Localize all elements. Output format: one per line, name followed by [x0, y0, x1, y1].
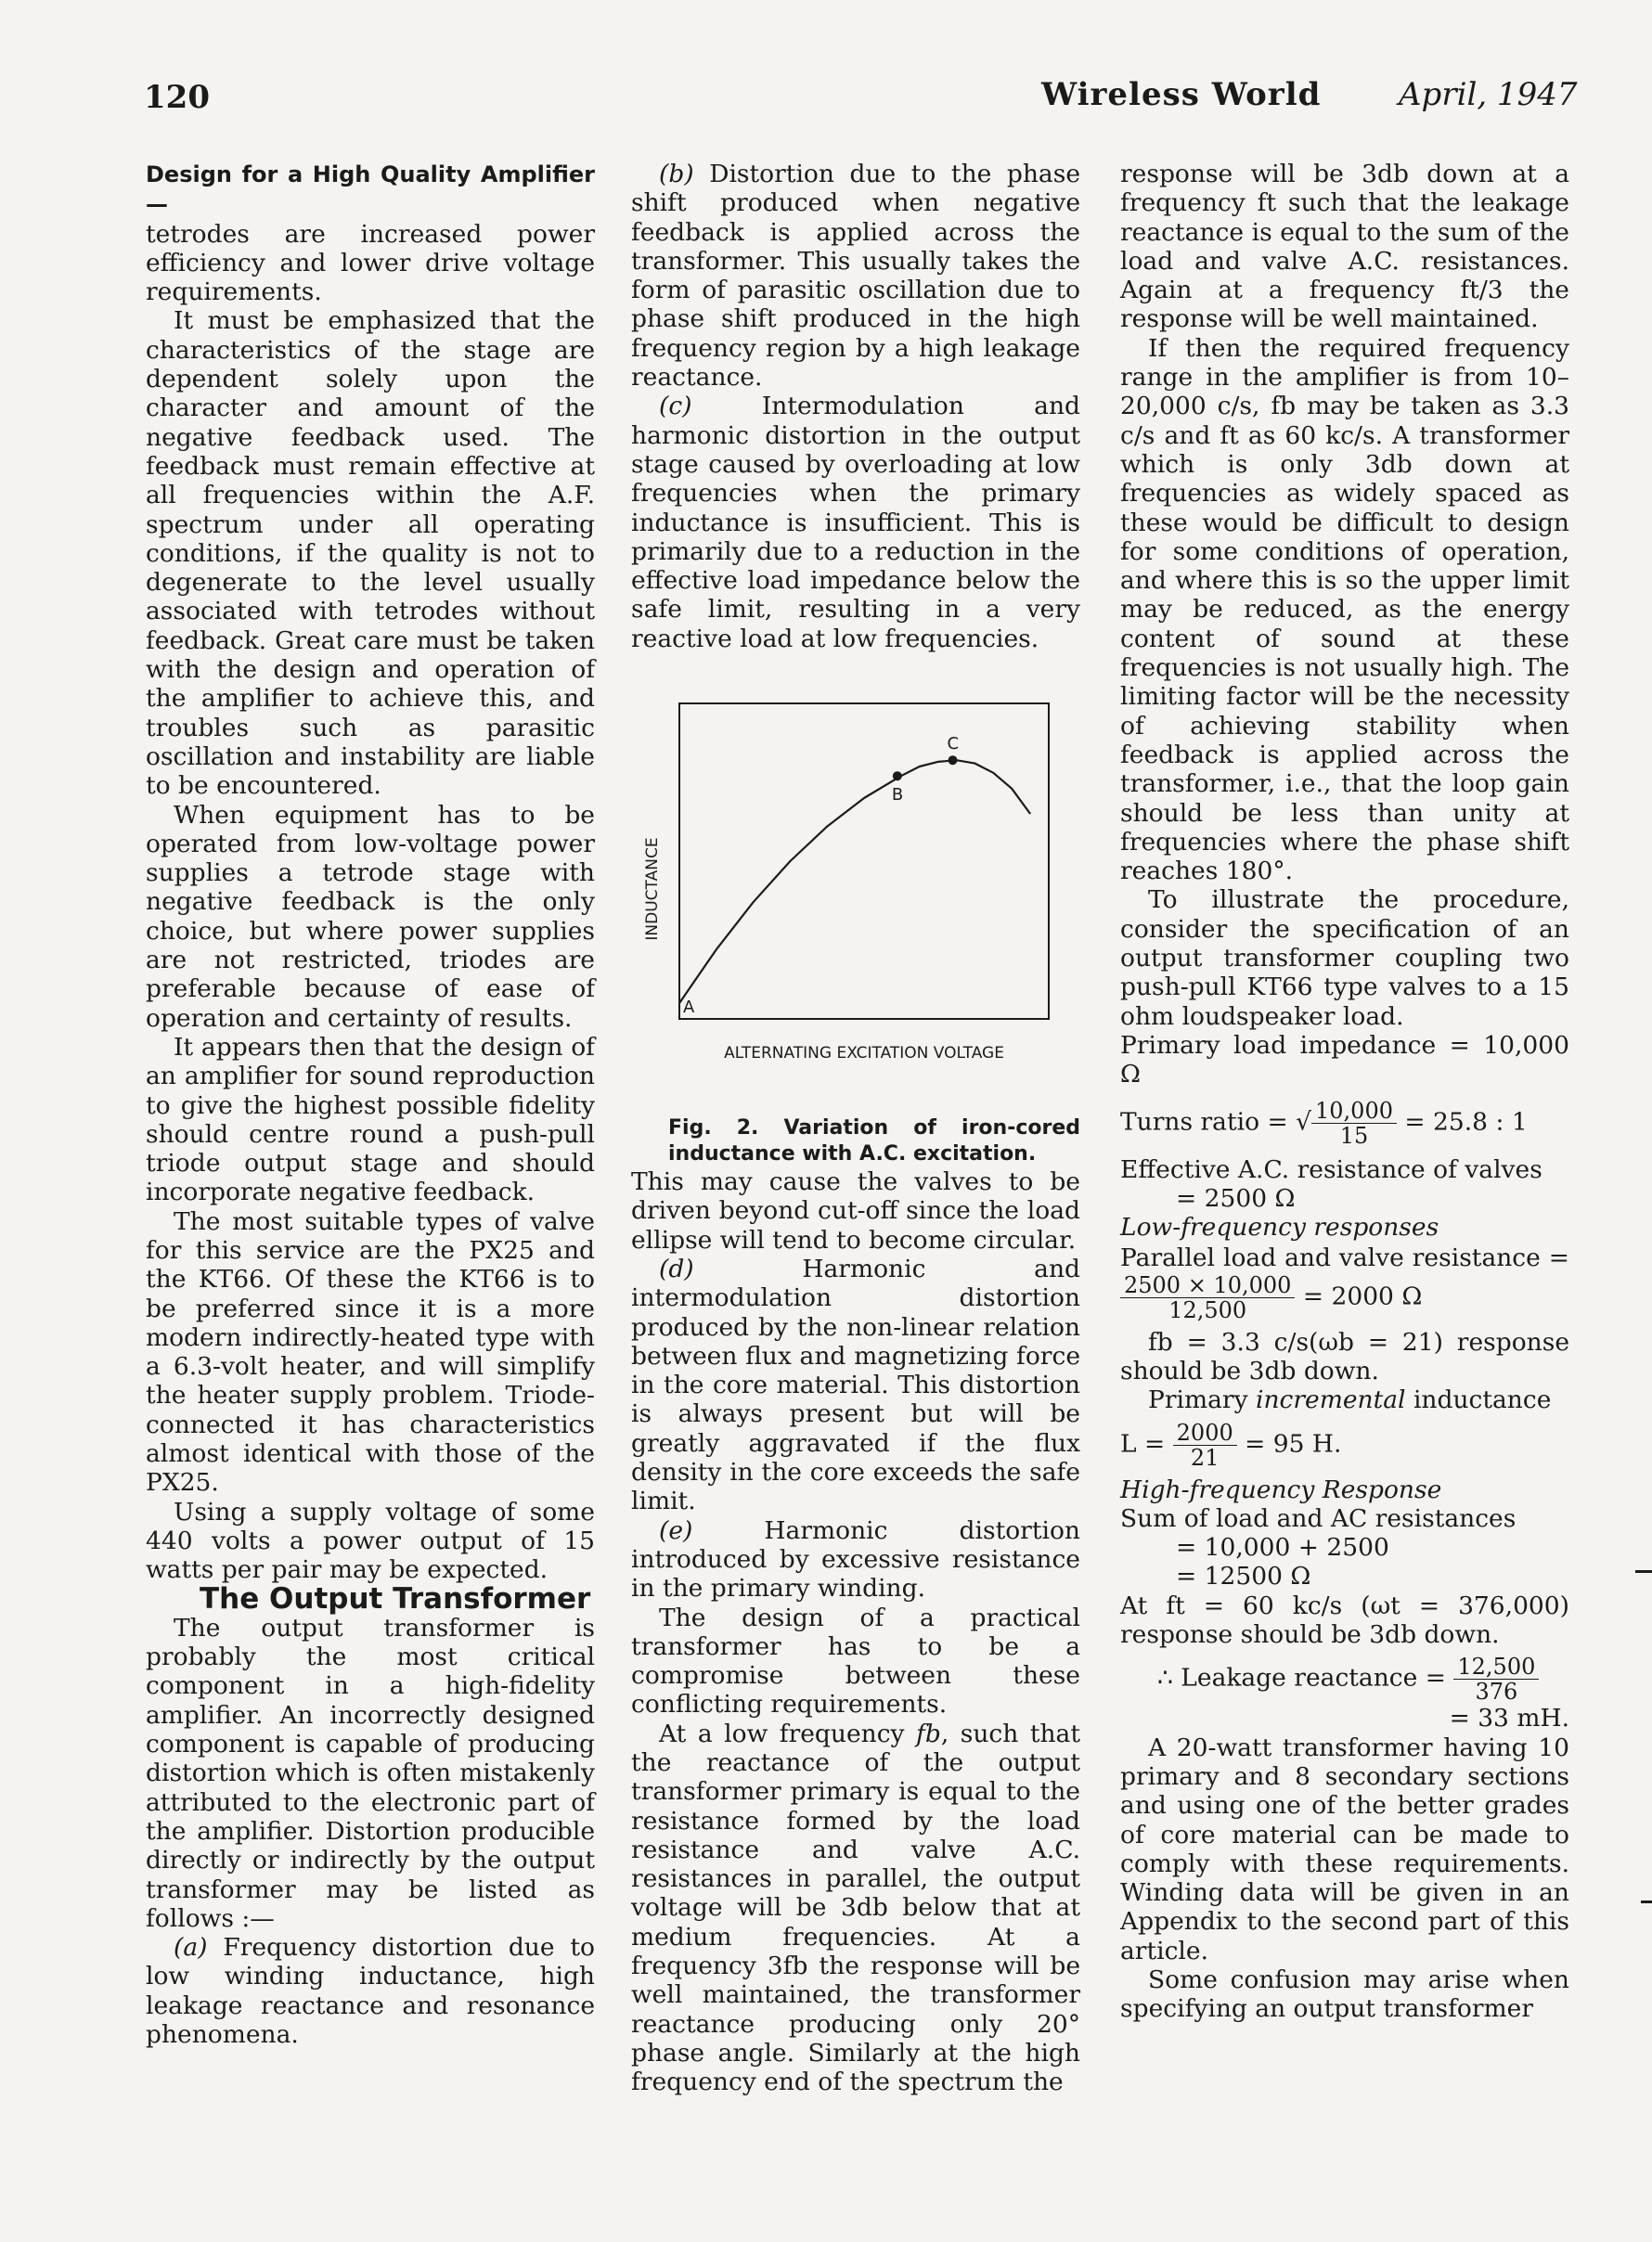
column-3	[1120, 160, 1569, 2024]
y-axis-label: INDUCTANCE	[643, 837, 662, 941]
eq-label: Parallel load and valve resistance =	[1120, 1243, 1569, 1273]
numerator: 10,000	[1311, 1099, 1397, 1124]
paragraph: response will be 3db down at a frequency ft such that the leakage reactance is equal to the sum of the load and valve A.C. resistances. Again at a frequency ft/3 the response will be well maintained.	[1120, 160, 1569, 334]
column-2	[631, 160, 1080, 2097]
paragraph	[631, 1516, 1080, 1604]
denominator: 15	[1339, 1122, 1369, 1149]
item-label: (a)	[174, 1933, 208, 1963]
fraction	[1120, 1273, 1295, 1322]
page-number: 120	[144, 79, 210, 116]
fb-line: fb = 3.3 c/s(ωb = 21) response should be 3db down.	[1120, 1327, 1569, 1385]
paragraph-text: Primary	[1148, 1385, 1256, 1415]
eq-result: = 95 H.	[1236, 1429, 1342, 1459]
paragraph	[631, 392, 1080, 653]
symbol-fb: fb	[916, 1719, 941, 1748]
x-axis-label: ALTERNATING EXCITATION VOLTAGE	[724, 1044, 1004, 1063]
numerator: 12,500	[1453, 1655, 1539, 1680]
paragraph	[631, 1720, 1080, 2097]
denominator: 21	[1190, 1444, 1220, 1471]
paragraph: The design of a practical transformer has to be a compromise between these conflicting requirements.	[631, 1603, 1080, 1720]
paragraph: If then the required frequency range in the amplifier is from 10–20,000 c/s, fb may be taken as 3.3 c/s and ft as 60 kc/s. A transformer which is only 3db down at frequencies as widely spaced as these would be difficult to design for some conditions of operation, and where this is so the upper limit may be reduced, as the energy content of sound at these frequencies is not usually high. The limiting factor will be the necessity of achieving stability when feedback is applied across the transformer, i.e., that the loop gain should be less than unity at frequencies where the phase shift reaches 180°.	[1120, 333, 1569, 886]
item-label: (d)	[659, 1254, 694, 1283]
point-label-a: A	[683, 998, 695, 1018]
section-heading: The Output Transformer	[200, 1581, 591, 1616]
paragraph-text: Distortion due to the phase shift produced when negative feedback is applied across the transformer. This usually takes the form of parasitic oscillation due to phase shift produced in the high frequency region by a high leakage reactance.	[631, 160, 1080, 393]
fraction	[1453, 1655, 1539, 1704]
paragraph-text: tetrodes are increased power efficiency and lower drive voltage requirements.	[146, 219, 595, 307]
figure-caption: Fig. 2. Variation of iron-cored inductance with A.C. excitation.	[668, 1116, 1080, 1166]
paragraph-text: Frequency distortion due to low winding inductance, high leakage reactance and resonance phenomena.	[146, 1933, 595, 2049]
paragraph: It must be emphasized that the characteristics of the stage are dependent solely upon the character and amount of the negative feedback used. The feedback must remain effective at all frequencies within the A.F. spectrum under all operating conditions, if the quality is not to degenerate to the level usually associated with tetrodes without feedback. Great care must be taken with the design and operation of the amplifier to achieve this, and troubles such as parasitic oscillation and instability are liable to be encountered.	[146, 306, 595, 801]
paragraph-text: , such that the reactance of the output transformer primary is equal to the resistance formed by the load resistance and valve A.C. resistances in parallel, the output voltage will be 3db below that at medium frequencies. At a frequency 3fb the response will be well maintained, the transformer reactance producing only 20° phase angle. Similarly at the high frequency end of the spectrum the	[631, 1719, 1080, 2097]
point-b	[893, 771, 902, 780]
subheading: Low-frequency responses	[1120, 1213, 1439, 1243]
paragraph: To illustrate the procedure, consider the specification of an output transformer coupling two push-pull KT66 type valves to a 15 ohm loudspeaker load.	[1120, 885, 1569, 1031]
inductance-curve	[679, 760, 1030, 1003]
paragraph-text: inductance	[1405, 1385, 1552, 1415]
paragraph-text: At a low frequency	[659, 1719, 917, 1748]
fraction	[1311, 1099, 1397, 1148]
eq-label: ∴ Leakage reactance =	[1157, 1663, 1454, 1693]
paragraph: It appears then that the design of an amplifier for sound reproduction to give the highest possible fidelity should centre round a push-pull triode output stage and should incorporate negative feedback.	[146, 1032, 595, 1207]
point-label-b: B	[891, 785, 904, 805]
paragraph	[146, 1933, 595, 2049]
paragraph: Some confusion may arise when specifying an output transformer	[1120, 1965, 1569, 2024]
eq-label: L =	[1120, 1429, 1173, 1459]
eq-result: = 2000 Ω	[1295, 1282, 1423, 1311]
margin-mark	[1635, 1570, 1652, 1573]
item-label: (c)	[659, 392, 692, 421]
sum-value-1: = 10,000 + 2500	[1176, 1533, 1389, 1563]
leakage-equation	[1120, 1655, 1569, 1704]
item-label: (e)	[659, 1515, 693, 1545]
point-c	[949, 755, 958, 765]
denominator: 12,500	[1168, 1296, 1247, 1323]
effective-ac-line: Effective A.C. resistance of valves	[1120, 1154, 1542, 1184]
issue-date: April, 1947	[1399, 76, 1578, 113]
continued-article-title: Design for a High Quality Amplifier—	[146, 161, 595, 218]
paragraph: The most suitable types of valve for this service are the PX25 and the KT66. Of these the KT66 is to be preferred since it is a more modern indirectly-heated type with a 6.3-volt heater, and will simplify the heater supply problem. Triode-connected it has characteristics almost identical with those of the PX25.	[146, 1206, 595, 1498]
paragraph: This may cause the valves to be driven beyond cut-off since the load ellipse will tend to become circular.	[631, 1167, 1080, 1255]
inductance-equation	[1120, 1421, 1569, 1470]
numerator: 2000	[1173, 1421, 1237, 1446]
parallel-resistance-equation	[1120, 1243, 1569, 1321]
point-label-c: C	[947, 734, 960, 754]
paragraph: The output transformer is probably the most critical component in a high-fidelity amplifier. An incorrectly designed component is capable of producing distortion which is often mistakenly attributed to the electronic part of the amplifier. Distortion producible directly or indirectly by the output transformer may be listed as follows :—	[146, 1613, 595, 1933]
column-1	[146, 160, 595, 2049]
leakage-result: = 33 mH.	[1449, 1704, 1569, 1733]
sum-line: Sum of load and AC resistances	[1120, 1503, 1516, 1533]
paragraph	[631, 1255, 1080, 1516]
paragraph-text: Intermodulation and harmonic distortion in the output stage caused by overloading at low frequencies when the primary inductance is insufficient. This is primarily due to a reduction in the effective load impedance below the safe limit, resulting in a very reactive load at low frequencies.	[631, 392, 1080, 653]
denominator: 376	[1475, 1679, 1518, 1706]
magazine-title: Wireless World	[1041, 76, 1322, 113]
at-ft-line: At ft = 60 kc/s (ωt = 376,000) response should be 3db down.	[1120, 1591, 1569, 1650]
paragraph: When equipment has to be operated from low-voltage power supplies a tetrode stage with negative feedback is the only choice, but where power supplies are not restricted, triodes are preferable because of ease of operation and certainty of results.	[146, 800, 595, 1033]
plot-frame	[679, 703, 1049, 1019]
paragraph	[631, 160, 1080, 392]
eq-result: = 25.8 : 1	[1396, 1107, 1528, 1136]
effective-ac-value: = 2500 Ω	[1176, 1183, 1296, 1213]
paragraph: Using a supply voltage of some 440 volts a power output of 15 watts per pair may be expected.	[146, 1497, 595, 1585]
eq-label: Turns ratio =	[1120, 1107, 1297, 1136]
paragraph: A 20-watt transformer having 10 primary and 8 secondary sections and using one of the better grades of core material can be made to comply with these requirements. Winding data will be given in an Appendix to the second part of this article.	[1120, 1733, 1569, 1965]
emphasis: incremental	[1255, 1385, 1406, 1415]
subheading: High-frequency Response	[1120, 1475, 1442, 1504]
chart-svg	[631, 694, 1080, 1084]
item-label: (b)	[659, 160, 694, 188]
primary-load-equation: Primary load impedance = 10,000 Ω	[1120, 1030, 1569, 1089]
numerator: 2500 × 10,000	[1120, 1273, 1295, 1298]
paragraph	[1120, 1385, 1569, 1414]
margin-mark	[1641, 1901, 1652, 1903]
paragraph	[146, 160, 595, 306]
paragraph-text: Harmonic distortion introduced by excessive resistance in the primary winding.	[631, 1515, 1080, 1604]
paragraph-text: Harmonic and intermodulation distortion produced by the non-linear relation between flux and magnetizing force in the core material. This distortion is always present but will be greatly aggravated if the flux density in the core exceeds the safe limit.	[631, 1254, 1080, 1516]
sum-value-2: = 12500 Ω	[1176, 1562, 1311, 1591]
figure-inductance-chart	[631, 694, 1080, 1084]
turns-ratio-equation: Turns ratio = √ $\frac{10,000}{15}$ = 25.8 : 1	[1120, 1097, 1528, 1149]
fraction	[1173, 1421, 1237, 1470]
